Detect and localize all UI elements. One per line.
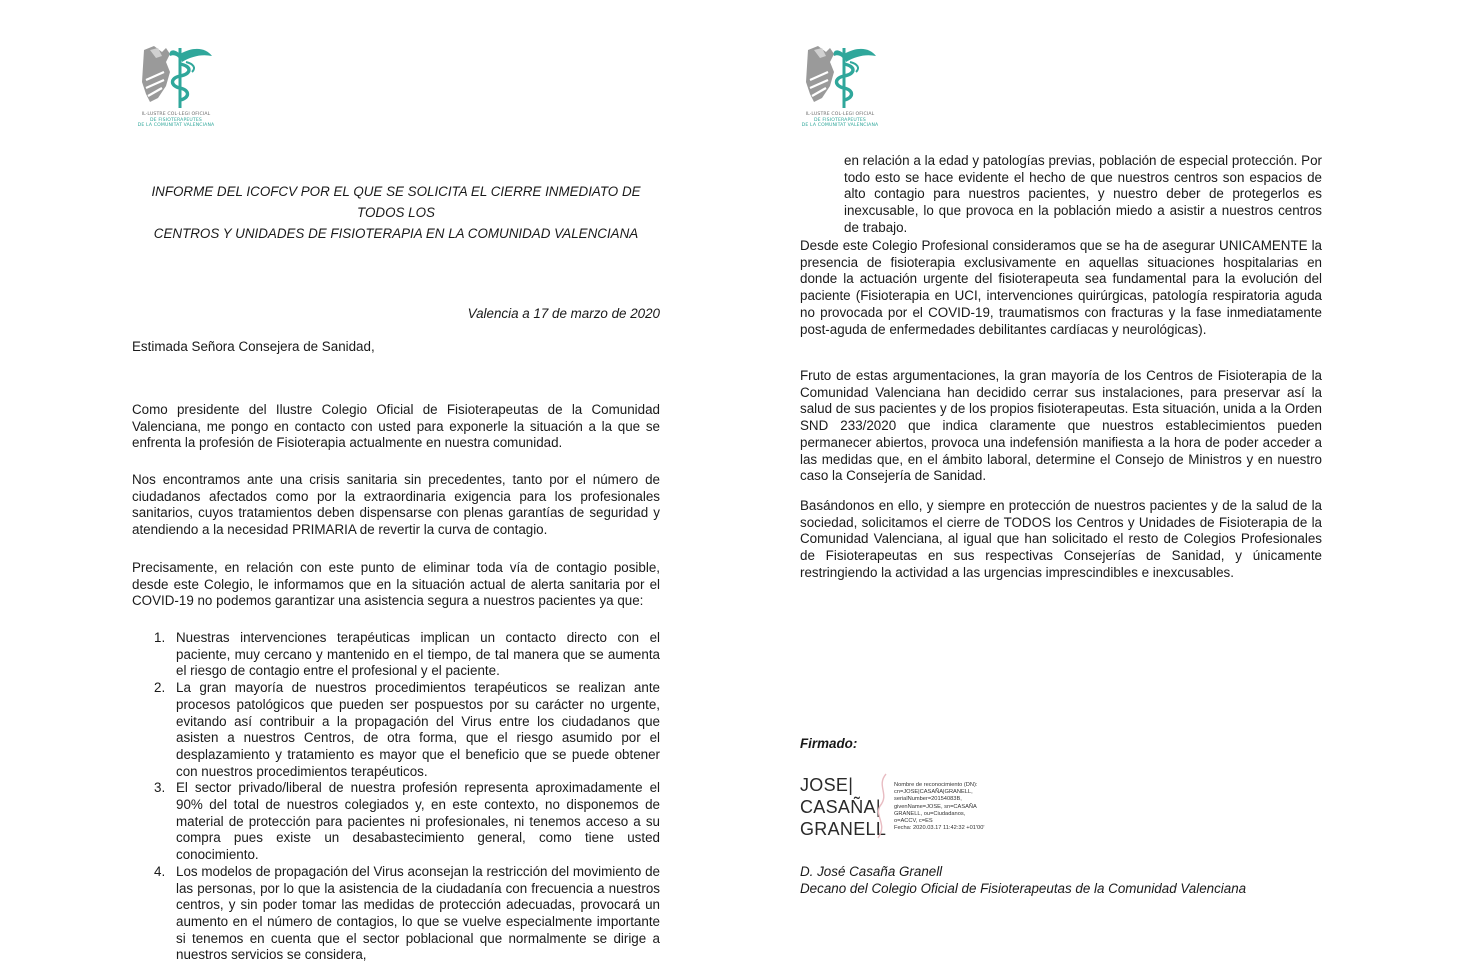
reasons-list: [132, 630, 660, 964]
list-item: [132, 864, 660, 964]
list-item-number: 2.: [154, 680, 166, 696]
list-item-number: 4.: [154, 863, 166, 879]
title-line-2: CENTROS Y UNIDADES DE FISIOTERAPIA EN LA COMUNIDAD VALENCIANA: [153, 226, 639, 241]
letter-page-1: [0, 0, 730, 963]
list-item-text: La gran mayoría de nuestros procedimientos terapéuticos se realizan ante procesos patológicos que pueden ser pospuestos por su carácter no urgente, evitando así contribuir a la propagación del Virus entre los ciudadanos que asisten a nuestros Centros, de otra forma, que el riesgo asumido por el desplazamiento y tratamiento es mayor que el beneficio que se puede obtener con nuestros procedimientos terapéuticos.: [176, 680, 660, 779]
signature-details: [894, 782, 984, 832]
signature-stroke-icon: [870, 772, 894, 842]
letter-page-2: [730, 0, 1460, 960]
logo-caption-line3: DE LA COMUNITAT VALENCIANA: [137, 123, 215, 129]
signature-detail-line: o=ACCV, c=ES: [894, 818, 933, 825]
signature-name-line: GRANELL: [800, 819, 887, 839]
list-item: [132, 680, 660, 780]
paragraph-consequences: Fruto de estas argumentaciones, la gran mayoría de los Centros de Fisioterapia de la Comunidad Valenciana han decidido cerrar sus instalaciones, para preservar así la salud de sus pacientes y de los propios fisioterapeutas. Esta situación, unida a la Orden SND 233/2020 que indica claramente que nuestros establecimientos pueden permanecer abiertos, provoca una indefensión manifiesta a la hora de poder acceder a las medidas que, en el ámbito laboral, determine el Consejo de Ministros y en nuestro caso la Consejería de Sanidad.: [800, 368, 1322, 484]
logo-caption-line3: DE LA COMUNITAT VALENCIANA: [801, 123, 879, 129]
logo-caption: [800, 112, 880, 129]
paragraph-contagion: Precisamente, en relación con este punto de eliminar toda vía de contagio posible, desde este Colegio, le informamos que en la situación actual de alerta sanitaria por el COVID-19 no podemos garantizar una asistencia segura a nuestros pacientes ya que:: [132, 560, 660, 609]
signer-title: Decano del Colegio Oficial de Fisioterapeutas de la Comunidad Valenciana: [800, 881, 1247, 896]
list-item-text: Los modelos de propagación del Virus aconsejan la restricción del movimiento de las personas, por lo que la asistencia de la ciudadanía con frecuencia a nuestros centros, y sin poder tomar las medidas de protección adecuadas, provocará un aumento en el número de contagios, lo que se vuelve especialmente importante si tenemos en cuenta que el sector poblacional que normalmente se dirige a nuestros servicios se considera,: [176, 863, 660, 963]
logo-caption-line2: DE FISIOTERAPEUTES: [814, 117, 866, 123]
college-logo: [136, 42, 216, 130]
list-item-number: 1.: [154, 630, 166, 645]
signature-detail-line: givenName=JOSE, sn=CASAÑA: [894, 803, 977, 810]
logo-emblem-icon: [136, 42, 216, 112]
list-item: [132, 630, 660, 680]
salutation: Estimada Señora Consejera de Sanidad,: [132, 339, 375, 354]
signature-name-line: CASAÑA|: [800, 797, 881, 817]
list-item-4-continuation: en relación a la edad y patologías previas, población de especial protección. Por todo esto se hace evidente el hecho de que nuestros centros son espacios de alto contagio para nuestros pacientes, y nuestro deber de protegerlos es inexcusable, lo que provoca en la población miedo a asistir a nuestros centros de trabajo.: [844, 153, 1322, 235]
paragraph-request: Basándonos en ello, y siempre en protección de nuestros pacientes y de la salud de la sociedad, solicitamos el cierre de TODOS los Centros y Unidades de Fisioterapia de la Comunidad Valenciana, al igual que han solicitado el resto de Colegios Profesionales de Fisioterapeutas en sus respectivas Consejerías de Sanidad, y únicamente restringiendo la actividad a las urgencias imprescindibles e inexcusables.: [800, 498, 1322, 580]
signature-detail-line: serialNumber=20154083B,: [894, 796, 962, 803]
list-item-number: 3.: [154, 780, 166, 796]
signer-name: D. José Casaña Granell: [800, 864, 943, 879]
digital-signature: [800, 772, 1000, 844]
logo-caption-line2: DE FISIOTERAPEUTES: [150, 117, 202, 123]
list-item-text: Nuestras intervenciones terapéuticas implican un contacto directo con el paciente, muy cercano y mantenido en el tiempo, de tal manera que se aumenta el riesgo de contagio entre el profesional y el paciente.: [176, 630, 660, 679]
list-item: [132, 780, 660, 864]
signature-detail-line: GRANELL, ou=Ciudadanos,: [894, 810, 966, 817]
logo-emblem-icon: [800, 42, 880, 112]
paragraph-crisis: Nos encontramos ante una crisis sanitaria sin precedentes, tanto por el número de ciudadanos afectados como por la extraordinaria exigencia para los profesionales sanitarios, cuyos tratamientos deben dispensarse con plenas garantías de seguridad y atendiendo a la necesidad PRIMARIA de revertir la curva de contagio.: [132, 472, 660, 538]
college-logo: [800, 42, 880, 130]
signed-label: Firmado:: [800, 736, 858, 751]
title-line-1: INFORME DEL ICOFCV POR EL QUE SE SOLICITA EL CIERRE INMEDIATO DE TODOS LOS: [151, 184, 641, 220]
list-item-text: El sector privado/liberal de nuestra profesión representa aproximadamente el 90% del total de nuestros colegiados y, en este contexto, no disponemos de material de protección para pacientes ni profesionales, ni tenemos acceso a su compra pues existe un desabastecimiento general, como tiene usted conocimiento.: [176, 780, 660, 863]
logo-caption-line1: IL·LUSTRE COL·LEGI OFICIAL: [805, 112, 875, 117]
logo-caption: [136, 112, 216, 129]
paragraph-hospital-only: Desde este Colegio Profesional consideramos que se ha de asegurar UNICAMENTE la presencia de fisioterapia exclusivamente en aquellas situaciones hospitalarias en donde la actuación urgente del fisioterapeuta sea fundamental para la evolución del paciente (Fisioterapia en UCI, intervenciones quirúrgicas, patología respiratoria aguda no provocada por el COVID-19, traumatismos con fracturas y la fase inmediatamente post-aguda de enfermedades debilitantes cardíacas y neurológicas).: [800, 238, 1322, 337]
paragraph-intro: Como presidente del Ilustre Colegio Oficial de Fisioterapeutas de la Comunidad Valenciana, me pongo en contacto con usted para exponerle la situación a la que se enfrenta la profesión de Fisioterapia actualmente en nuestra comunidad.: [132, 402, 660, 451]
letter-date: Valencia a 17 de marzo de 2020: [467, 306, 660, 321]
signature-detail-line: Fecha: 2020.03.17 11:42:32 +01'00': [894, 825, 985, 832]
signature-detail-line: cn=JOSE|CASAÑA|GRANELL,: [894, 789, 973, 796]
document-title: [132, 181, 660, 244]
signature-detail-line: Nombre de reconocimiento (DN):: [894, 782, 978, 788]
logo-caption-line1: IL·LUSTRE COL·LEGI OFICIAL: [141, 112, 211, 117]
signature-name-line: JOSE|: [800, 775, 854, 795]
